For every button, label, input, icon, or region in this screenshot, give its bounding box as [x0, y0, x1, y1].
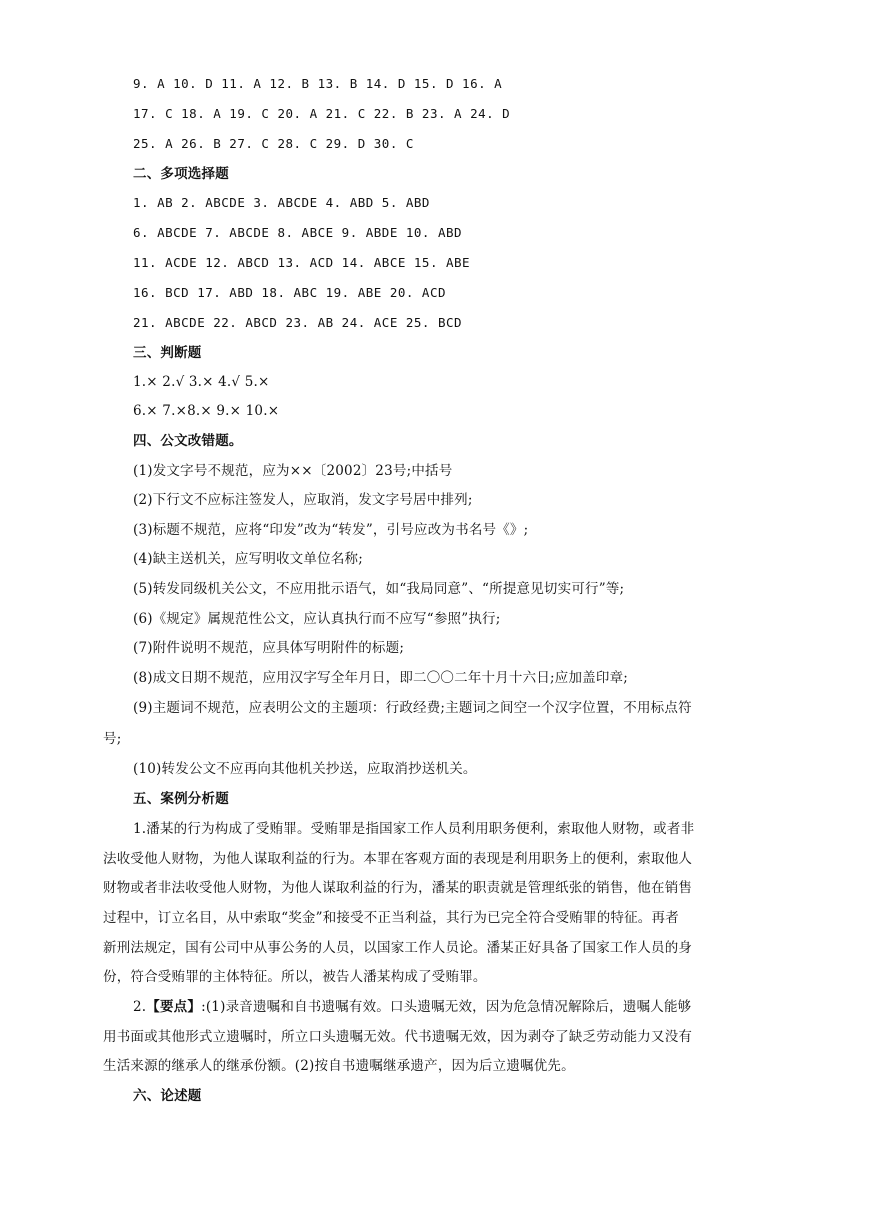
correction-item: (10)转发公文不应再向其他机关抄送，应取消抄送机关。 — [133, 761, 477, 777]
single-choice-row: 17. C 18. A 19. C 20. A 21. C 22. B 23. A 24. D — [133, 106, 511, 121]
section-heading-document-correction: 四、公文改错题。 — [133, 433, 243, 449]
case-paragraph-line: 份，符合受贿罪的主体特征。所以，被告人潘某构成了受贿罪。 — [103, 969, 487, 985]
section-heading-essay: 六、论述题 — [133, 1088, 202, 1104]
multiple-choice-row: 16. BCD 17. ABD 18. ABC 19. ABE 20. ACD — [133, 285, 446, 300]
section-heading-case-analysis: 五、案例分析题 — [133, 791, 229, 807]
multiple-choice-row: 1. AB 2. ABCDE 3. ABCDE 4. ABD 5. ABD — [133, 195, 430, 210]
correction-item-continuation: 号; — [103, 731, 122, 747]
case-text: :(1)录音遗嘱和自书遗嘱有效。口头遗嘱无效，因为危急情况解除后，遗嘱人能够 — [201, 999, 692, 1015]
section-heading-true-false: 三、判断题 — [133, 345, 202, 361]
case-number: 2. — [133, 999, 147, 1015]
true-false-row: 1.× 2.√ 3.× 4.√ 5.× — [133, 374, 270, 390]
multiple-choice-row: 11. ACDE 12. ABCD 13. ACD 14. ABCE 15. ABE — [133, 255, 471, 270]
multiple-choice-row: 6. ABCDE 7. ABCDE 8. ABCE 9. ABDE 10. ABD — [133, 225, 463, 240]
correction-item: (3)标题不规范，应将“印发”改为“转发”，引号应改为书名号《》; — [133, 522, 529, 538]
correction-item: (7)附件说明不规范，应具体写明附件的标题; — [133, 640, 405, 656]
correction-item: (2)下行文不应标注签发人，应取消，发文字号居中排列; — [133, 492, 473, 508]
multiple-choice-row: 21. ABCDE 22. ABCD 23. AB 24. ACE 25. BCD — [133, 315, 463, 330]
correction-item: (9)主题词不规范，应表明公文的主题项：行政经费;主题词之间空一个汉字位置，不用标点符 — [133, 700, 692, 716]
case-paragraph-line: 新刑法规定，国有公司中从事公务的人员，以国家工作人员论。潘某正好具备了国家工作人员的身 — [103, 940, 693, 956]
single-choice-row: 9. A 10. D 11. A 12. B 13. B 14. D 15. D 16. A — [133, 76, 503, 91]
key-points-label: 【要点】 — [146, 999, 202, 1015]
case-paragraph-line: 1.潘某的行为构成了受贿罪。受贿罪是指国家工作人员利用职务便利，索取他人财物，或者非 — [133, 821, 695, 837]
section-heading-multiple-choice: 二、多项选择题 — [133, 166, 229, 182]
correction-item: (8)成文日期不规范，应用汉字写全年月日，即二〇〇二年十月十六日;应加盖印章; — [133, 670, 629, 686]
case-paragraph-line — [133, 997, 691, 1017]
case-paragraph-line: 财物或者非法收受他人财物，为他人谋取利益的行为，潘某的职责就是管理纸张的销售，他在销售 — [103, 880, 693, 896]
case-paragraph-line: 过程中，订立名目，从中索取“奖金”和接受不正当利益，其行为已完全符合受贿罪的特征。再者 — [103, 910, 679, 926]
correction-item: (5)转发同级机关公文，不应用批示语气，如“我局同意”、“所提意见切实可行”等; — [133, 581, 625, 597]
correction-item: (1)发文字号不规范，应为××〔2002〕23号;中括号 — [133, 463, 453, 479]
correction-item: (4)缺主送机关，应写明收文单位名称; — [133, 551, 363, 567]
case-paragraph-line: 生活来源的继承人的继承份额。(2)按自书遗嘱继承遗产，因为后立遗嘱优先。 — [103, 1058, 575, 1074]
true-false-row: 6.× 7.×8.× 9.× 10.× — [133, 403, 280, 419]
case-paragraph-line: 法收受他人财物，为他人谋取利益的行为。本罪在客观方面的表现是利用职务上的便利，索取他人 — [103, 851, 693, 867]
correction-item: (6)《规定》属规范性公文，应认真执行而不应写“参照”执行; — [133, 611, 501, 627]
case-paragraph-line: 用书面或其他形式立遗嘱时，所立口头遗嘱无效。代书遗嘱无效，因为剥夺了缺乏劳动能力又没有 — [103, 1029, 693, 1045]
single-choice-row: 25. A 26. B 27. C 28. C 29. D 30. C — [133, 136, 414, 151]
